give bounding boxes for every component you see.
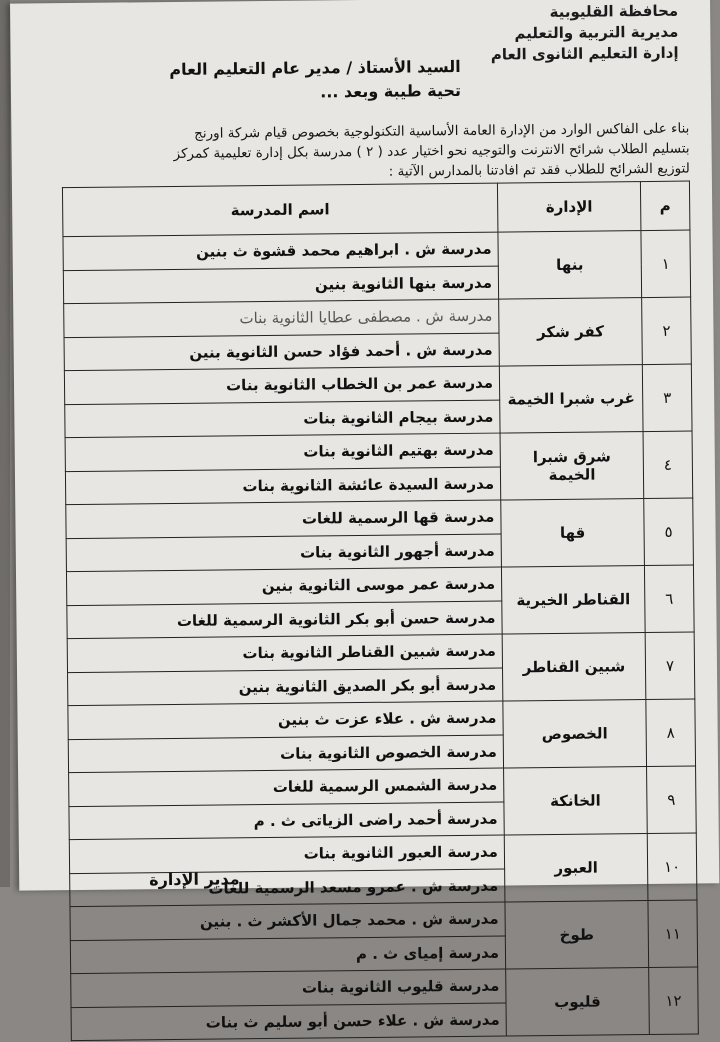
row-number: ١٢ — [649, 967, 699, 1035]
table-row — [69, 766, 696, 806]
letterhead-department: إدارة التعليم الثانوى العام — [490, 43, 679, 64]
school-name: مدرسة إمياى ث . م — [70, 936, 505, 974]
recipient: السيد الأستاذ / مدير عام التعليم العام — [169, 56, 461, 79]
row-number: ٨ — [646, 699, 696, 767]
school-name: مدرسة حسن أبو بكر الثانوية الرسمية للغات — [67, 601, 502, 639]
school-name: مدرسة بهتيم الثانوية بنات — [65, 433, 500, 471]
department-name: غرب شبرا الخيمة — [499, 365, 643, 433]
letterhead — [490, 1, 678, 66]
school-name: مدرسة أبو بكر الصديق الثانوية بنين — [68, 668, 503, 706]
table-row — [65, 431, 692, 471]
table-row — [63, 230, 690, 270]
department-name: بنها — [498, 231, 642, 299]
page-edge — [0, 0, 10, 887]
department-name: العبور — [504, 834, 648, 902]
department-name: كفر شكر — [499, 298, 643, 366]
school-name: مدرسة ش . علاء حسن أبو سليم ث بنات — [71, 1003, 506, 1041]
letterhead-directorate: مديرية التربية والتعليم — [514, 22, 679, 43]
table-row — [71, 967, 698, 1007]
school-name: مدرسة الشمس الرسمية للغات — [69, 768, 504, 806]
department-name: طوخ — [505, 901, 649, 969]
table-row — [66, 498, 693, 538]
letterhead-governorate: محافظة القليوبية — [549, 1, 679, 22]
row-number: ٦ — [644, 565, 694, 633]
school-name: مدرسة عمر بن الخطاب الثانوية بنات — [64, 366, 499, 404]
table-row — [66, 565, 693, 605]
school-name: مدرسة ش . عمرو مسعد الرسمية للغات — [70, 869, 505, 907]
department-name: الخصوص — [503, 700, 647, 768]
department-name: شبين القناطر — [502, 633, 646, 701]
row-number: ١ — [641, 230, 691, 298]
table-body — [63, 230, 698, 1041]
address-block — [169, 55, 461, 106]
body-line-3: لتوزيع الشرائح للطلاب فقد تم افادتنا بالمدارس الآتية : — [388, 160, 690, 180]
school-name: مدرسة أجهور الثانوية بنات — [66, 534, 501, 572]
body-line-2: بتسليم الطلاب شرائح الانترنت والتوجيه نحو اختيار عدد ( ٢ ) مدرسة بكل إدارة تعليمية كمركز — [173, 140, 690, 162]
table-row — [64, 297, 691, 337]
row-number: ٣ — [642, 364, 692, 432]
schools-table — [62, 181, 699, 1042]
school-name: مدرسة قها الرسمية للغات — [66, 500, 501, 538]
row-number: ١٠ — [647, 833, 697, 901]
row-number: ١١ — [648, 900, 698, 968]
row-number: ٥ — [644, 498, 694, 566]
department-name: القناطر الخيرية — [501, 566, 645, 634]
table-row — [67, 632, 694, 672]
school-name: مدرسة شبين القناطر الثانوية بنات — [67, 634, 502, 672]
school-name: مدرسة ش . مصطفى عطايا الثانوية بنات — [64, 299, 499, 337]
header-num: م — [640, 181, 690, 231]
school-name: مدرسة ش . محمد جمال الأكشر ث . بنين — [70, 902, 505, 940]
school-name: مدرسة بيجام الثانوية بنات — [65, 400, 500, 438]
table-row — [68, 699, 695, 739]
school-name: مدرسة ش . ابراهيم محمد قشوة ث بنين — [63, 232, 498, 270]
header-school: اسم المدرسة — [62, 183, 497, 237]
greeting: تحية طيبة وبعد ... — [320, 80, 462, 102]
table-row — [70, 900, 697, 940]
school-name: مدرسة الخصوص الثانوية بنات — [68, 735, 503, 773]
department-name: قها — [501, 499, 645, 567]
school-name: مدرسة أحمد راضى الزياتى ث . م — [69, 802, 504, 840]
row-number: ٩ — [647, 766, 697, 834]
signature-label: مدير الإدارة — [149, 869, 240, 890]
row-number: ٤ — [643, 431, 693, 499]
department-name: شرق شبرا الخيمة — [500, 432, 644, 500]
department-name: الخانكة — [504, 767, 648, 835]
school-name: مدرسة السيدة عائشة الثانوية بنات — [65, 467, 500, 505]
row-number: ٢ — [642, 297, 692, 365]
document-page — [10, 0, 719, 1032]
school-name: مدرسة عمر موسى الثانوية بنين — [66, 567, 501, 605]
school-name: مدرسة بنها الثانوية بنين — [63, 266, 498, 304]
letter-body — [29, 119, 690, 186]
school-name: مدرسة ش . أحمد فؤاد حسن الثانوية بنين — [64, 333, 499, 371]
table-row — [69, 833, 696, 873]
body-line-1: بناء على الفاكس الوارد من الإدارة العامة الأساسية التكنولوجية بخصوص قيام شركة اورنج — [194, 120, 690, 142]
school-name: مدرسة قليوب الثانوية بنات — [71, 969, 506, 1007]
row-number: ٧ — [645, 632, 695, 700]
table-row — [64, 364, 691, 404]
school-name: مدرسة ش . علاء عزت ث بنين — [68, 701, 503, 739]
header-dept: الإدارة — [497, 182, 641, 232]
school-name: مدرسة العبور الثانوية بنات — [69, 835, 504, 873]
department-name: قليوب — [506, 968, 650, 1036]
table-header-row — [62, 181, 689, 237]
